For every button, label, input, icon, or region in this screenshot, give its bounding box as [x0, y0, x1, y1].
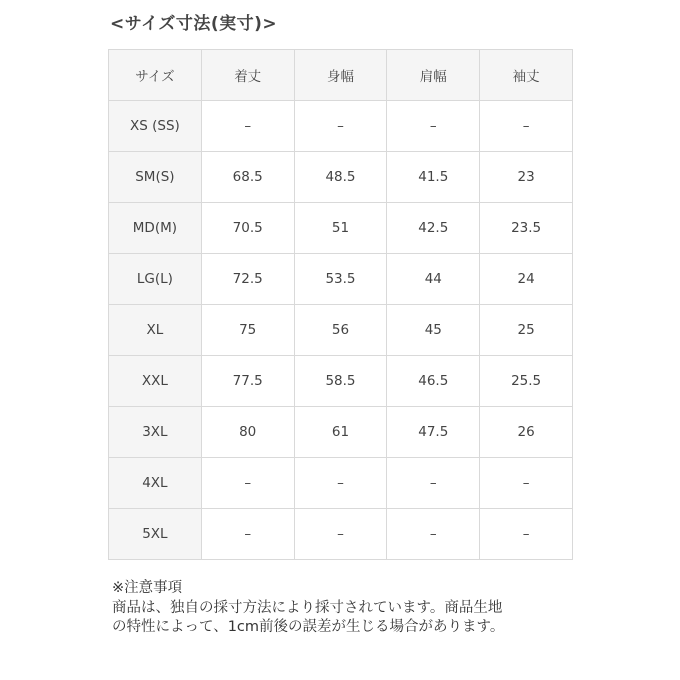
shoulder-value: 46.5 — [387, 356, 480, 407]
width-value: – — [294, 458, 387, 509]
width-value: 53.5 — [294, 254, 387, 305]
size-table — [108, 49, 573, 560]
notes — [112, 579, 504, 638]
length-value: 70.5 — [201, 203, 294, 254]
shoulder-value: – — [387, 101, 480, 152]
length-value: 77.5 — [201, 356, 294, 407]
sleeve-value: – — [480, 509, 573, 560]
table-row — [109, 203, 573, 254]
table-row — [109, 458, 573, 509]
sleeve-value: – — [480, 458, 573, 509]
table-header-row — [109, 50, 573, 101]
table-row — [109, 152, 573, 203]
shoulder-value: 45 — [387, 305, 480, 356]
header-size: サイズ — [109, 50, 202, 101]
size-label: XXL — [109, 356, 202, 407]
width-value: – — [294, 101, 387, 152]
length-value: 68.5 — [201, 152, 294, 203]
size-label: MD(M) — [109, 203, 202, 254]
sleeve-value: 23.5 — [480, 203, 573, 254]
table-row — [109, 509, 573, 560]
notes-line: の特性によって、1cm前後の誤差が生じる場合があります。 — [112, 619, 505, 635]
width-value: 51 — [294, 203, 387, 254]
size-label: XL — [109, 305, 202, 356]
size-label: XS (SS) — [109, 101, 202, 152]
shoulder-value: – — [387, 509, 480, 560]
shoulder-value: – — [387, 458, 480, 509]
notes-line: 商品は、独自の採寸方法により採寸されています。商品生地 — [112, 599, 503, 616]
shoulder-value: 47.5 — [387, 407, 480, 458]
sleeve-value: – — [480, 101, 573, 152]
table-row — [109, 356, 573, 407]
table-row — [109, 305, 573, 356]
width-value: 61 — [294, 407, 387, 458]
notes-heading: ※注意事項 — [112, 580, 183, 596]
shoulder-value: 44 — [387, 254, 480, 305]
width-value: 48.5 — [294, 152, 387, 203]
size-label: 3XL — [109, 407, 202, 458]
size-label: LG(L) — [109, 254, 202, 305]
page-title: <サイズ寸法(実寸)> — [110, 14, 278, 34]
size-label: SM(S) — [109, 152, 202, 203]
shoulder-value: 42.5 — [387, 203, 480, 254]
size-label: 4XL — [109, 458, 202, 509]
header-sleeve: 袖丈 — [480, 50, 573, 101]
header-shoulder: 肩幅 — [387, 50, 480, 101]
length-value: 75 — [201, 305, 294, 356]
header-length: 着丈 — [201, 50, 294, 101]
size-label: 5XL — [109, 509, 202, 560]
sleeve-value: 26 — [480, 407, 573, 458]
length-value: 80 — [201, 407, 294, 458]
sleeve-value: 24 — [480, 254, 573, 305]
sleeve-value: 25 — [480, 305, 573, 356]
width-value: 58.5 — [294, 356, 387, 407]
table-row — [109, 407, 573, 458]
header-width: 身幅 — [294, 50, 387, 101]
length-value: – — [201, 101, 294, 152]
table-row — [109, 254, 573, 305]
table-row — [109, 101, 573, 152]
width-value: – — [294, 509, 387, 560]
sleeve-value: 23 — [480, 152, 573, 203]
width-value: 56 — [294, 305, 387, 356]
length-value: – — [201, 458, 294, 509]
shoulder-value: 41.5 — [387, 152, 480, 203]
sleeve-value: 25.5 — [480, 356, 573, 407]
length-value: 72.5 — [201, 254, 294, 305]
length-value: – — [201, 509, 294, 560]
